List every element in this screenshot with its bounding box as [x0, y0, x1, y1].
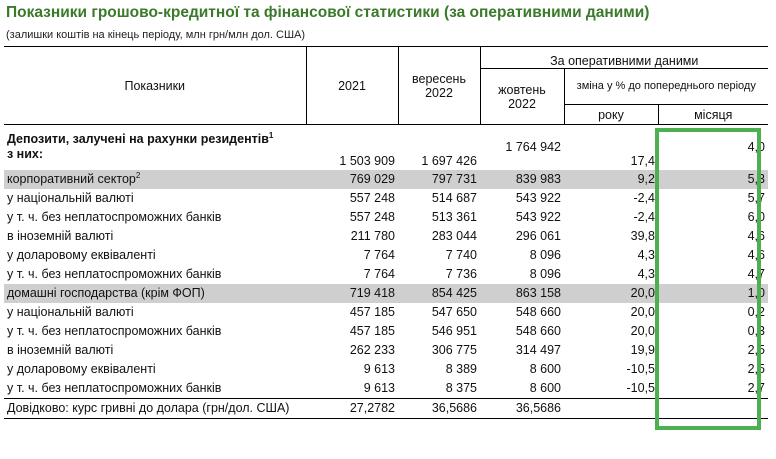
table-row	[4, 303, 768, 322]
cell-sep-2022: 283 044	[431, 229, 477, 243]
row-label-text: у національній валюті	[7, 191, 134, 205]
cell-sep-2022: 8 389	[445, 362, 477, 376]
header-sep-month: вересень	[412, 71, 466, 86]
header-change: зміна у % до попереднього періоду	[564, 69, 768, 105]
cell-oct-2022: 8 600	[529, 362, 561, 376]
header-sep-year: 2022	[425, 85, 453, 100]
cell-sep-2022: 854 425	[398, 284, 480, 303]
table-row	[4, 246, 768, 265]
cell-change-month: 6,0	[747, 210, 765, 224]
cell-change-month: 4,0	[747, 139, 765, 154]
cell-oct-2022: 543 922	[515, 210, 561, 224]
row-label	[4, 322, 306, 341]
row-label-text: Довідково: курс гривні до долара (грн/дол. США)	[7, 401, 290, 415]
cell-change-month: 0,3	[747, 324, 765, 338]
cell-change-year: 4,3	[637, 248, 655, 262]
cell-sep-2022: 7 740	[445, 248, 477, 262]
cell-sep-2022: 513 361	[431, 210, 477, 224]
table-row	[4, 341, 768, 360]
row-label	[4, 284, 306, 303]
cell-change-month: 5,7	[747, 191, 765, 205]
row-label	[4, 208, 306, 227]
row-label	[4, 189, 306, 208]
table-row	[4, 170, 768, 189]
header-month: місяця	[658, 105, 768, 125]
header-oct-year: 2022	[508, 96, 536, 111]
cell-change-year	[564, 399, 658, 419]
cell-2021: 769 029	[306, 170, 398, 189]
cell-sep-2022: 306 775	[431, 343, 477, 357]
row-label-text: у доларовому еквіваленті	[7, 362, 156, 376]
row-label	[4, 379, 306, 399]
header-indicators: Показники	[4, 47, 306, 125]
footnote-marker: 1	[268, 130, 274, 140]
row-label	[4, 360, 306, 379]
cell-sep-2022: 546 951	[431, 324, 477, 338]
cell-oct-2022: 8 096	[529, 248, 561, 262]
cell-change-year: 20,0	[564, 284, 658, 303]
table-row	[4, 125, 768, 171]
cell-change-month: 2,7	[747, 381, 765, 395]
row-label	[4, 170, 306, 189]
cell-2021: 1 503 909	[339, 154, 395, 168]
header-2021: 2021	[306, 47, 398, 125]
cell-change-year: 20,0	[630, 305, 655, 319]
cell-sep-2022: 797 731	[398, 170, 480, 189]
table-row	[4, 322, 768, 341]
cell-change-month: 1,0	[658, 284, 768, 303]
cell-change-month: 4,6	[747, 248, 765, 262]
cell-2021: 457 185	[349, 305, 395, 319]
cell-change-month	[658, 399, 768, 419]
cell-change-year: 17,4	[630, 154, 655, 168]
header-operative: За оперативними даними	[480, 47, 768, 69]
header-oct-2022	[480, 69, 564, 125]
row-label-text: у т. ч. без неплатоспроможних банків	[7, 210, 222, 224]
cell-change-month: 2,5	[747, 362, 765, 376]
row-label-text: в іноземній валюті	[7, 343, 114, 357]
row-label-text: у національній валюті	[7, 305, 134, 319]
cell-2021: 7 764	[363, 267, 395, 281]
cell-oct-2022: 863 158	[480, 284, 564, 303]
cell-change-year: 9,2	[564, 170, 658, 189]
row-label	[4, 246, 306, 265]
cell-oct-2022: 8 600	[529, 381, 561, 395]
cell-oct-2022: 296 061	[515, 229, 561, 243]
cell-2021: 27,2782	[306, 399, 398, 419]
row-label-text: у т. ч. без неплатоспроможних банків	[7, 324, 222, 338]
cell-change-year: -2,4	[633, 191, 655, 205]
cell-2021: 557 248	[349, 210, 395, 224]
cell-oct-2022: 839 983	[480, 170, 564, 189]
row-label-text: домашні господарства (крім ФОП)	[7, 286, 205, 300]
row-label-text: корпоративний сектор	[7, 172, 136, 186]
row-label	[4, 227, 306, 246]
cell-sep-2022: 36,5686	[398, 399, 480, 419]
cell-sep-2022: 7 736	[445, 267, 477, 281]
statistics-table	[4, 46, 768, 419]
cell-2021: 262 233	[349, 343, 395, 357]
row-label	[4, 125, 306, 171]
cell-change-year: 39,8	[630, 229, 655, 243]
table-row	[4, 284, 768, 303]
header-sep-2022	[398, 47, 480, 125]
cell-oct-2022: 548 660	[515, 305, 561, 319]
row-label	[4, 399, 306, 419]
cell-sep-2022: 1 697 426	[421, 154, 477, 168]
row-label-text: в іноземній валюті	[7, 229, 114, 243]
table-row	[4, 227, 768, 246]
cell-2021: 9 613	[363, 381, 395, 395]
cell-oct-2022: 314 497	[515, 343, 561, 357]
row-label-text: у доларовому еквіваленті	[7, 248, 156, 262]
cell-2021: 457 185	[349, 324, 395, 338]
header-oct-month: жовтень	[498, 82, 546, 97]
row-label	[4, 341, 306, 360]
row-label	[4, 303, 306, 322]
table-row	[4, 208, 768, 227]
cell-change-month: 2,5	[747, 343, 765, 357]
cell-oct-2022: 548 660	[515, 324, 561, 338]
row-label-text: у т. ч. без неплатоспроможних банків	[7, 381, 222, 395]
cell-change-year: -10,5	[626, 362, 655, 376]
row-label-text: у т. ч. без неплатоспроможних банків	[7, 267, 222, 281]
cell-change-year: -10,5	[626, 381, 655, 395]
cell-2021: 557 248	[349, 191, 395, 205]
table-body	[4, 125, 768, 419]
row-label-suffix: з них:	[7, 147, 44, 161]
cell-oct-2022: 543 922	[515, 191, 561, 205]
page-subtitle: (залишки коштів на кінець періоду, млн грн/млн дол. США)	[6, 29, 306, 41]
cell-sep-2022: 514 687	[431, 191, 477, 205]
row-label-text: Депозити, залучені на рахунки резидентів	[7, 132, 269, 146]
cell-2021: 7 764	[363, 248, 395, 262]
cell-change-year: -2,4	[633, 210, 655, 224]
cell-change-month: 5,3	[658, 170, 768, 189]
cell-2021: 719 418	[306, 284, 398, 303]
cell-change-year: 4,3	[637, 267, 655, 281]
cell-oct-2022: 36,5686	[480, 399, 564, 419]
page-title: Показники грошово-кредитної та фінансової статистики (за оперативними даними)	[6, 4, 650, 21]
cell-2021: 9 613	[363, 362, 395, 376]
row-label	[4, 265, 306, 284]
cell-oct-2022: 1 764 942	[505, 139, 561, 154]
header-year: року	[564, 105, 658, 125]
table-row	[4, 399, 768, 419]
cell-change-month: 4,7	[747, 267, 765, 281]
table-row	[4, 379, 768, 399]
table-row	[4, 189, 768, 208]
cell-oct-2022: 8 096	[529, 267, 561, 281]
cell-2021: 211 780	[350, 229, 395, 243]
cell-sep-2022: 547 650	[431, 305, 477, 319]
table-row	[4, 265, 768, 284]
cell-change-month: 4,6	[747, 229, 765, 243]
cell-sep-2022: 8 375	[445, 381, 477, 395]
cell-change-year: 19,9	[630, 343, 655, 357]
footnote-marker: 2	[135, 170, 141, 180]
table-row	[4, 360, 768, 379]
cell-change-month: 0,2	[747, 305, 765, 319]
cell-change-year: 20,0	[630, 324, 655, 338]
